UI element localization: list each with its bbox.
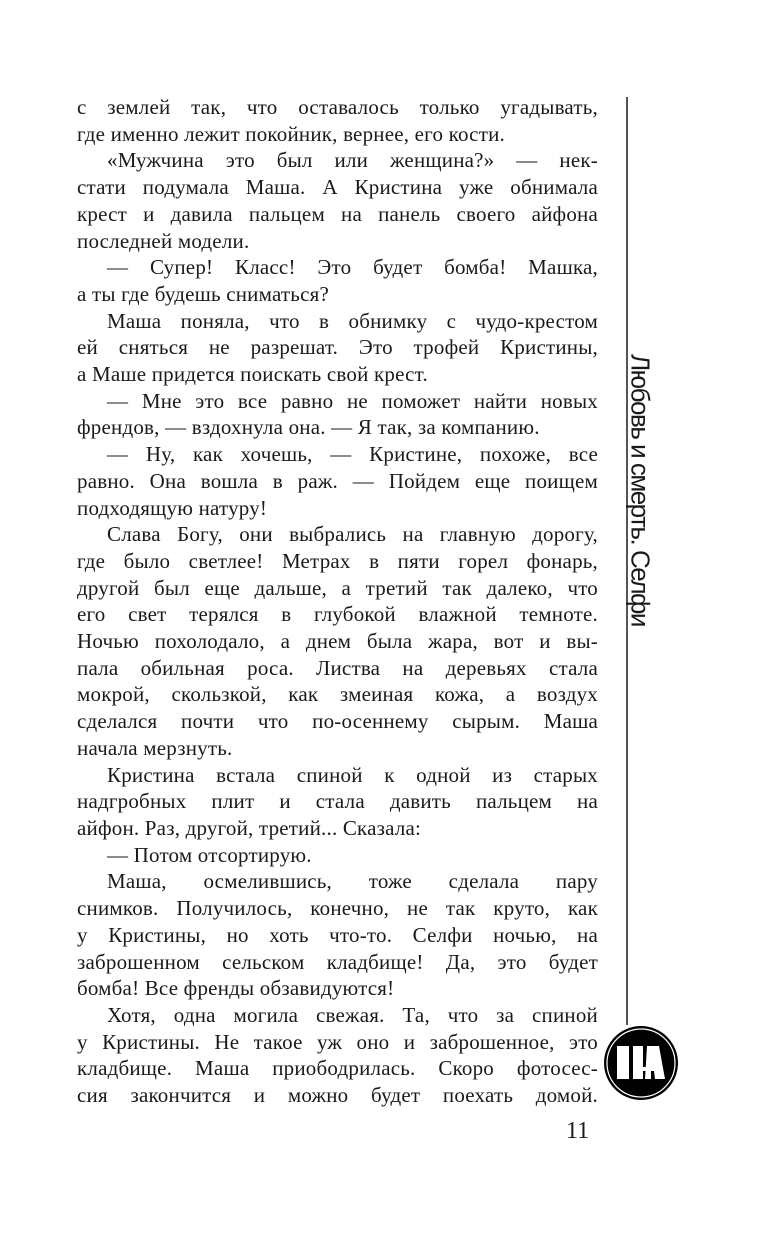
text-line: у Кристины. Не такое уж оно и заброшенное, это xyxy=(77,1029,598,1054)
text-line: равно. Она вошла в раж. — Пойдем еще поищем xyxy=(77,468,598,493)
text-line: где было светлее! Метрах в пяти горел фонарь, xyxy=(77,548,598,573)
text-line: у Кристины, но хоть что-то. Селфи ночью, на xyxy=(77,922,598,947)
text-line: — Потом отсортирую. xyxy=(107,842,312,867)
text-line: его свет терялся в глубокой влажной темноте. xyxy=(77,602,598,627)
running-title: Любовь и смерть. Селфи xyxy=(625,354,656,626)
text-line: крест и давила пальцем на панель своего айфона xyxy=(77,201,598,226)
text-line: френдов, — вздохнула она. — Я так, за компанию. xyxy=(77,415,540,440)
publisher-logo-icon xyxy=(603,1025,679,1101)
text-line: — Мне это все равно не поможет найти новых xyxy=(107,388,598,413)
text-line: ей сняться не разрешат. Это трофей Кристины, xyxy=(77,335,598,360)
text-line: Маша поняла, что в обнимку с чудо-крестом xyxy=(107,308,598,333)
text-line: — Супер! Класс! Это будет бомба! Машка, xyxy=(107,255,598,280)
text-line: заброшенном сельском кладбище! Да, это будет xyxy=(77,949,598,974)
text-line: с землей так, что оставалось только угадывать, xyxy=(77,95,598,119)
text-line: — Ну, как хочешь, — Кристине, похоже, все xyxy=(107,442,598,467)
text-line: Маша, осмелившись, тоже сделала пару xyxy=(107,869,598,894)
text-line: бомба! Все френды обзавидуются! xyxy=(77,976,395,1001)
text-line: снимков. Получилось, конечно, не так круто, как xyxy=(77,896,598,921)
text-line: Хотя, одна могила свежая. Та, что за спиной xyxy=(107,1002,598,1027)
text-line: Слава Богу, они выбрались на главную дорогу, xyxy=(107,522,598,547)
body-text xyxy=(77,94,598,1109)
text-line: последней модели. xyxy=(77,228,250,253)
text-line: кладбище. Маша приободрилась. Скоро фотосес- xyxy=(77,1056,598,1081)
text-line: сделался почти что по-осеннему сырым. Маша xyxy=(77,709,598,734)
text-line: пала обильная роса. Листва на деревьях стала xyxy=(77,655,598,680)
page-number: 11 xyxy=(566,1118,590,1144)
text-line: сия закончится и можно будет поехать домой. xyxy=(77,1083,598,1108)
text-line: Ночью похолодало, а днем была жара, вот и вы- xyxy=(77,629,598,654)
text-line: мокрой, скользкой, как змеиная кожа, а воздух xyxy=(77,682,598,707)
text-line: начала мерзнуть. xyxy=(77,735,233,760)
text-line: стати подумала Маша. А Кристина уже обнимала xyxy=(77,175,598,200)
text-line: айфон. Раз, другой, третий... Сказала: xyxy=(77,815,422,840)
text-line: «Мужчина это был или женщина?» — нек- xyxy=(107,148,598,173)
text-line: другой был еще дальше, а третий так далеко, что xyxy=(77,575,598,600)
text-line: где именно лежит покойник, вернее, его кости. xyxy=(77,121,505,146)
text-line: надгробных плит и стала давить пальцем на xyxy=(77,789,598,814)
text-line: а ты где будешь сниматься? xyxy=(77,281,329,306)
text-line: Кристина встала спиной к одной из старых xyxy=(107,762,598,787)
text-line: подходящую натуру! xyxy=(77,495,268,520)
text-line: а Маше придется поискать свой крест. xyxy=(77,362,428,387)
